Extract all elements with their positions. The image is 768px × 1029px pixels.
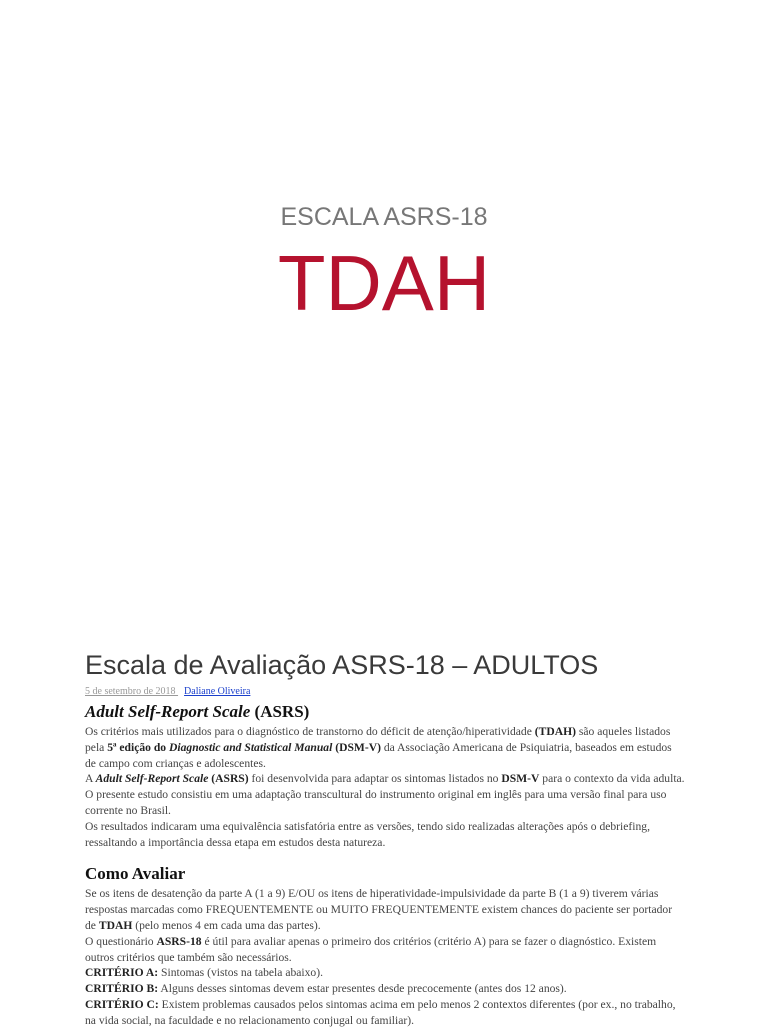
article-title: Escala de Avaliação ASRS-18 – ADULTOS bbox=[85, 650, 599, 680]
section-heading-asrs bbox=[85, 700, 685, 724]
cover-title: TDAH bbox=[277, 239, 491, 327]
author-link[interactable]: Daliane Oliveira bbox=[184, 686, 251, 697]
criterion-b: CRITÉRIO B: Alguns desses sintomas devem estar presentes desde precocemente (antes dos 12 anos). bbox=[85, 982, 567, 996]
paragraph-criteria: Os critérios mais utilizados para o diagnóstico de transtorno do déficit de atenção/hiperatividade (TDAH) são aqueles listados pela 5ª edição do Diagnostic and Statistical Manual (DSM-V) da Associação Americana de Psiquiatria, baseados em estudos de campo com crianças e adolescentes. bbox=[85, 725, 672, 770]
paragraph-results: Os resultados indicaram uma equivalência satisfatória entre as versões, tendo sido realizadas alterações após o debriefing, ressaltando a importância dessa etapa em estudos desta natureza. bbox=[85, 819, 650, 849]
criterion-c: CRITÉRIO C: Existem problemas causados pelos sintomas acima em pelo menos 2 contextos diferentes (por ex., no trabalho, na vida social, na faculdade e no relacionamento conjugal ou familiar). bbox=[85, 997, 676, 1027]
article-body bbox=[85, 700, 685, 1029]
paragraph-evaluate: Se os itens de desatenção da parte A (1 a 9) E/OU os itens de hiperatividade-impulsividade da parte B (1 a 9) tiverem várias respostas marcadas como FREQUENTEMENTE ou MUITO FREQUENTEMENTE existem chances do paciente ser portador de TDAH (pelo menos 4 em cada uma das partes). bbox=[85, 887, 673, 932]
heading-asrs-rest: (ASRS) bbox=[250, 702, 310, 721]
paragraph-asrs: A Adult Self-Report Scale (ASRS) foi desenvolvida para adaptar os sintomas listados no DSM-V para o contexto da vida adulta. O presente estudo consistiu em uma adaptação transcultural do instrumento original em inglês para uma versão final para uso corrente no Brasil. bbox=[85, 772, 685, 817]
criterion-a: CRITÉRIO A: Sintomas (vistos na tabela abaixo). bbox=[85, 966, 323, 980]
article-meta bbox=[85, 686, 250, 697]
heading-asrs-italic: Adult Self-Report Scale bbox=[85, 702, 251, 721]
cover-subtitle: ESCALA ASRS-18 bbox=[280, 203, 488, 231]
section-heading-como-avaliar: Como Avaliar bbox=[85, 864, 186, 884]
post-date-link[interactable]: 5 de setembro de 2018 bbox=[85, 686, 179, 697]
paragraph-questionnaire: O questionário ASRS-18 é útil para avaliar apenas o primeiro dos critérios (critério A) para se fazer o diagnóstico. Existem outros critérios que também são necessários. bbox=[85, 934, 657, 964]
